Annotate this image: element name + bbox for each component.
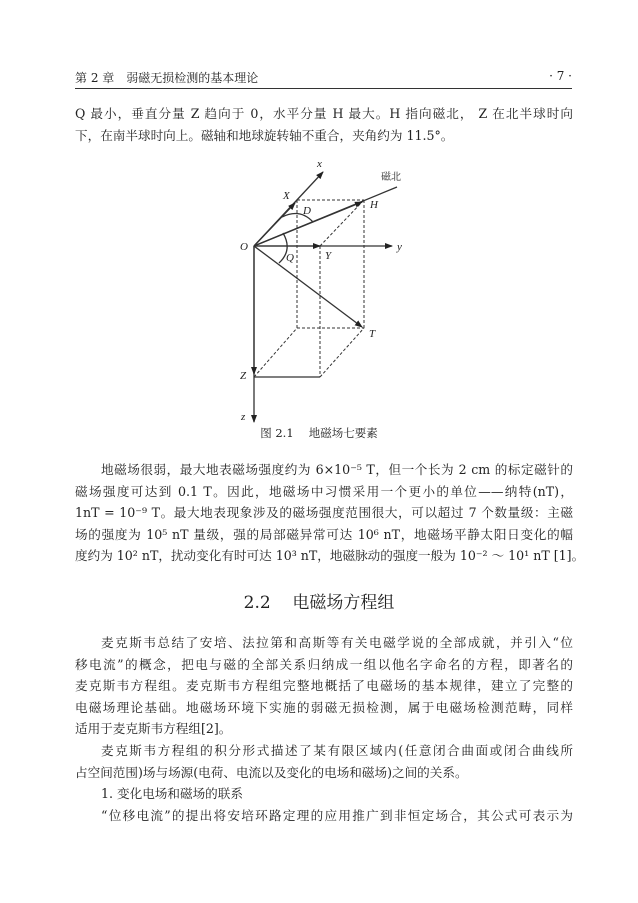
label-H: H	[370, 199, 378, 211]
label-X: X	[283, 190, 290, 202]
text-line: 场的强度为 10⁵ nT 量级，强的局部磁异常可达 10⁶ nT，地磁场平静太阳日变化的幅	[75, 526, 573, 542]
dashed-box	[254, 200, 364, 377]
text-line: 磁场强度可达到 0.1 T。因此，地磁场中习惯采用一个更小的单位——纳特(nT)，	[75, 483, 573, 499]
text-line: 麦克斯韦总结了安培、法拉第和高斯等有关电磁学说的全部成就，并引入“位	[101, 635, 573, 650]
list-item-heading: 1. 变化电场和磁场的联系	[101, 786, 243, 802]
label-north: 磁北	[381, 172, 401, 183]
label-D: D	[303, 205, 311, 217]
T-vector	[254, 246, 362, 327]
text-line: 移电流”的概念，把电与磁的全部关系归纳成一组以他名字命名的方程，即著名的	[75, 656, 573, 672]
text-line: 麦克斯韦方程组的积分形式描述了某有限区域内(任意闭合曲面或闭合曲线所	[101, 742, 573, 758]
text-line: Q 最小，垂直分量 Z 趋向于 0，水平分量 H 最大。H 指向磁北， Z 在北半球时向	[75, 106, 573, 121]
paragraph-2	[75, 459, 585, 567]
label-Y: Y	[325, 250, 332, 262]
text-line: “位移电流”的提出将安培环路定理的应用推广到非恒定场合，其公式可表示为	[101, 807, 573, 823]
text-line: 地磁场很弱，最大地表磁场强度约为 6×10⁻⁵ T，但一个长为 2 cm 的标定磁针的	[101, 462, 573, 477]
text-line: 占空间范围)场与场源(电荷、电流以及变化的电场和磁场)之间的关系。	[75, 764, 468, 780]
section-number: 2.2	[243, 593, 271, 613]
chapter-title: 第 2 章 弱磁无损检测的基本理论	[75, 71, 259, 85]
paragraph-3	[75, 632, 573, 826]
label-z: z	[241, 411, 246, 423]
page-number: · 7 ·	[549, 69, 572, 83]
text-line: 电磁场理论基础。地磁场环境下实施的弱磁无损检测，属于电磁场检测范畴，同样	[75, 699, 573, 715]
X-component	[254, 203, 295, 246]
label-x: x	[317, 158, 322, 170]
label-O: O	[240, 241, 248, 253]
text-line: 1nT = 10⁻⁹ T。最大地表现象涉及的磁场强度范围很大，可以超过 7 个数量级：主磁	[75, 505, 573, 521]
geomagnetic-elements-figure	[0, 0, 638, 440]
text-line: 麦克斯韦方程组。麦克斯韦方程组完整地概括了电磁场的基本规律，建立了完整的	[75, 678, 573, 694]
label-T: T	[369, 328, 376, 340]
label-Z: Z	[240, 370, 247, 382]
text-line: 适用于麦克斯韦方程组[2]。	[75, 721, 232, 737]
text-line: 度约为 10² nT，扰动变化有时可达 10³ nT，地磁脉动的强度一般为 10⁻² ～ 10¹ nT [1]。	[75, 548, 585, 564]
text-line: 下，在南半球时向上。磁轴和地球旋转轴不重合，夹角约为 11.5°。	[75, 127, 454, 143]
figure-caption: 图 2.1 地磁场七要素	[260, 426, 378, 440]
label-Q: Q	[286, 252, 294, 264]
section-title: 电磁场方程组	[292, 593, 395, 613]
label-y: y	[397, 241, 402, 253]
section-heading	[0, 588, 638, 613]
